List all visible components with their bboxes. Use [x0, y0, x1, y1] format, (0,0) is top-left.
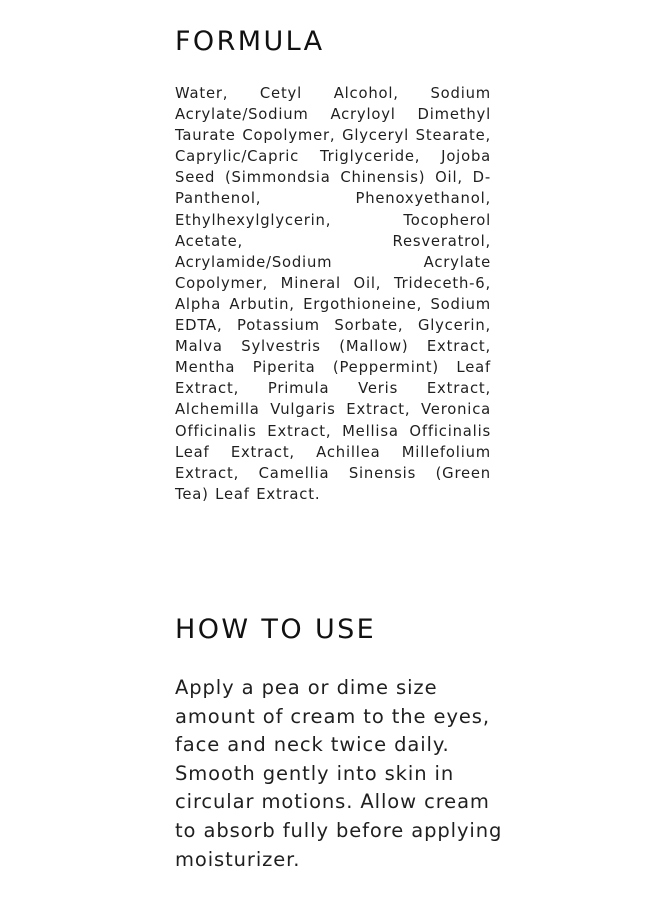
how-to-use-heading: HOW TO USE — [175, 614, 377, 645]
formula-ingredients: Water, Cetyl Alcohol, Sodium Acrylate/Sodium Acryloyl Dimethyl Taurate Copolymer, Glyceryl Stearate, Caprylic/Capric Triglyceride, Jojoba Seed (Simmondsia Chinensis) Oil, D-Panthenol, Phenoxyethanol, Ethylhexylglycerin, Tocopherol Acetate, Resveratrol, Acrylamide/Sodium Acrylate Copolymer, Mineral Oil, Trideceth-6, Alpha Arbutin, Ergothioneine, Sodium EDTA, Potassium Sorbate, Glycerin, Malva Sylvestris (Mallow) Extract, Mentha Piperita (Peppermint) Leaf Extract, Primula Veris Extract, Alchemilla Vulgaris Extract, Veronica Officinalis Extract, Mellisa Officinalis Leaf Extract, Achillea Millefolium Extract, Camellia Sinensis (Green Tea) Leaf Extract. — [175, 85, 491, 503]
how-to-use-section — [175, 612, 505, 874]
how-to-use-instructions: Apply a pea or dime size amount of cream to the eyes, face and neck twice daily. Smooth gently into skin in circular motions. Allow cream to absorb fully before applying moisturizer. — [175, 676, 503, 871]
formula-heading: FORMULA — [175, 26, 325, 57]
formula-section — [175, 24, 491, 505]
